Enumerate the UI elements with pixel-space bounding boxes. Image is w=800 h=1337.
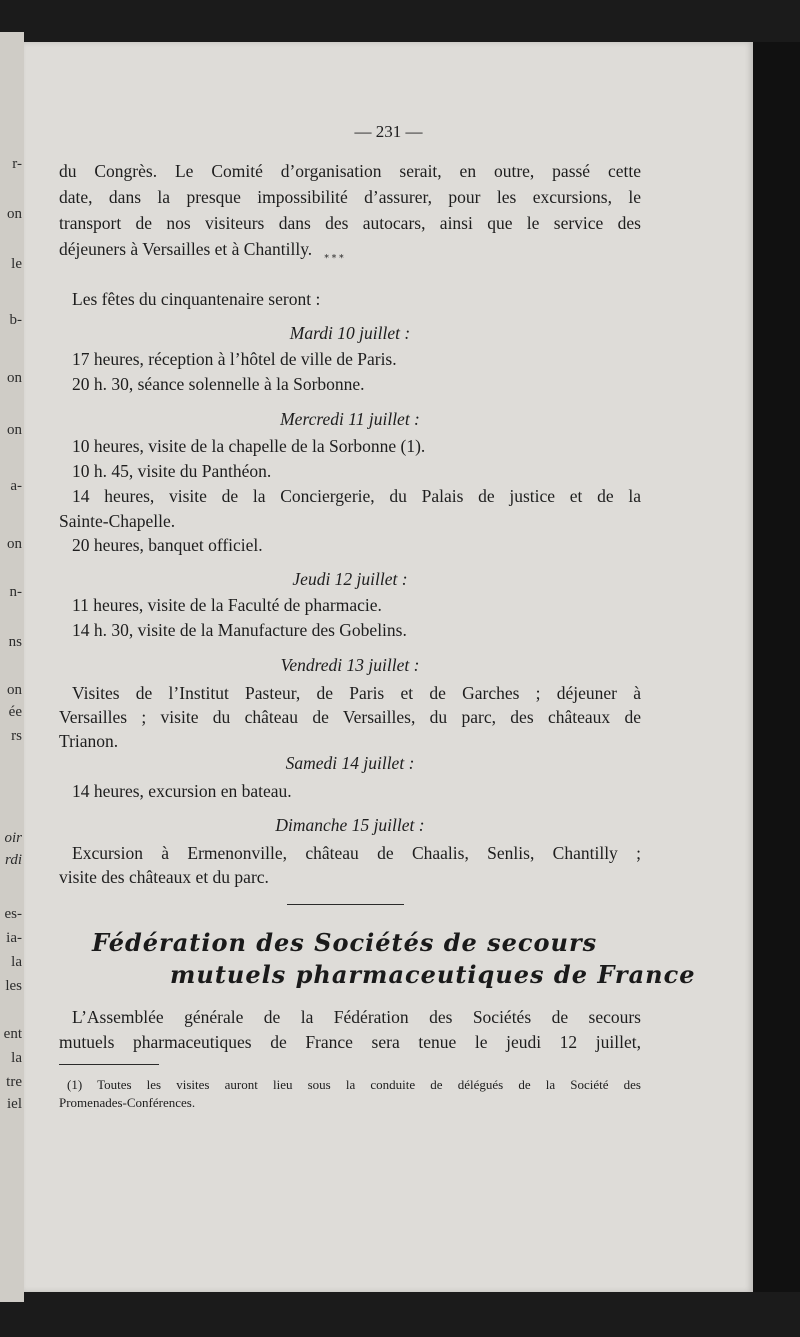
asterism: * * * <box>324 254 344 264</box>
day-heading: Mardi 10 juillet : <box>289 323 411 343</box>
program-item: 14 h. 30, visite de la Manufacture des Gobelins. <box>72 620 407 640</box>
section-divider <box>287 904 404 905</box>
margin-fragment: iel <box>7 1096 22 1112</box>
margin-fragment: rs <box>11 728 22 744</box>
margin-fragment: es- <box>4 906 22 922</box>
footnote-line: Promenades-Conférences. <box>59 1095 196 1110</box>
program-item: Trianon. <box>59 731 119 751</box>
program-item: 11 heures, visite de la Faculté de pharmacie. <box>72 595 382 615</box>
margin-fragment: b- <box>9 312 22 328</box>
margin-fragment: ent <box>3 1026 22 1042</box>
margin-fragment: a- <box>10 478 22 494</box>
program-item: Visites de l’Institut Pasteur, de Paris et de Garches ; déjeuner à <box>72 683 641 703</box>
section-title-line1: Fédération des Sociétés de secours <box>92 928 598 957</box>
program-item: Versailles ; visite du château de Versailles, du parc, des châteaux de <box>59 707 641 727</box>
margin-fragment: ns <box>8 634 22 650</box>
margin-fragment: n- <box>9 584 22 600</box>
day-heading: Mercredi 11 juillet : <box>280 409 420 429</box>
program-item: 14 heures, visite de la Conciergerie, du Palais de justice et de la <box>72 486 641 506</box>
body-line: mutuels pharmaceutiques de France sera tenue le jeudi 12 juillet, <box>59 1032 641 1052</box>
margin-fragment: le <box>11 256 22 272</box>
program-item: 10 h. 45, visite du Panthéon. <box>72 461 272 481</box>
program-item: 17 heures, réception à l’hôtel de ville de Paris. <box>72 349 397 369</box>
margin-fragment: les <box>5 978 22 994</box>
day-heading: Dimanche 15 juillet : <box>275 815 425 835</box>
margin-fragment: la <box>11 954 22 970</box>
program-item: visite des châteaux et du parc. <box>59 867 269 887</box>
margin-fragment: rdi <box>5 852 22 868</box>
section-title-line2: mutuels pharmaceutiques de France <box>170 960 696 989</box>
day-heading: Vendredi 13 juillet : <box>280 655 420 675</box>
document-page <box>24 42 753 1292</box>
margin-fragment: ia- <box>6 930 22 946</box>
margin-fragment: on <box>7 536 22 552</box>
margin-fragment: ée <box>8 704 22 720</box>
adjacent-page-edge <box>0 32 24 1302</box>
footnote-separator <box>59 1064 159 1065</box>
footnote-line: (1) Toutes les visites auront lieu sous la conduite de délégués de la Société des <box>67 1077 641 1092</box>
day-heading: Jeudi 12 juillet : <box>292 569 408 589</box>
margin-fragment: oir <box>4 830 22 846</box>
intro-line: du Congrès. Le Comité d’organisation serait, en outre, passé cette <box>59 161 641 181</box>
intro-line: transport de nos visiteurs dans des autocars, ainsi que le service des <box>59 213 641 233</box>
margin-fragment: r- <box>12 156 22 172</box>
margin-fragment: on <box>7 422 22 438</box>
margin-fragment: tre <box>6 1074 22 1090</box>
program-intro: Les fêtes du cinquantenaire seront : <box>72 289 321 309</box>
program-item: Excursion à Ermenonville, château de Chaalis, Senlis, Chantilly ; <box>72 843 641 863</box>
margin-fragment: on <box>7 682 22 698</box>
scan-border <box>753 42 800 1292</box>
program-item: 20 h. 30, séance solennelle à la Sorbonne. <box>72 374 365 394</box>
margin-fragment: la <box>11 1050 22 1066</box>
program-item: Sainte-Chapelle. <box>59 511 176 531</box>
intro-line: date, dans la presque impossibilité d’assurer, pour les excursions, le <box>59 187 641 207</box>
body-line: L’Assemblée générale de la Fédération des Sociétés de secours <box>72 1007 641 1027</box>
day-heading: Samedi 14 juillet : <box>285 753 415 773</box>
margin-fragment: on <box>7 370 22 386</box>
program-item: 14 heures, excursion en bateau. <box>72 781 292 801</box>
margin-fragment: on <box>7 206 22 222</box>
page-number: — 231 — <box>354 122 423 141</box>
program-item: 20 heures, banquet officiel. <box>72 535 263 555</box>
program-item: 10 heures, visite de la chapelle de la Sorbonne (1). <box>72 436 426 456</box>
intro-line: déjeuners à Versailles et à Chantilly. <box>59 239 313 259</box>
